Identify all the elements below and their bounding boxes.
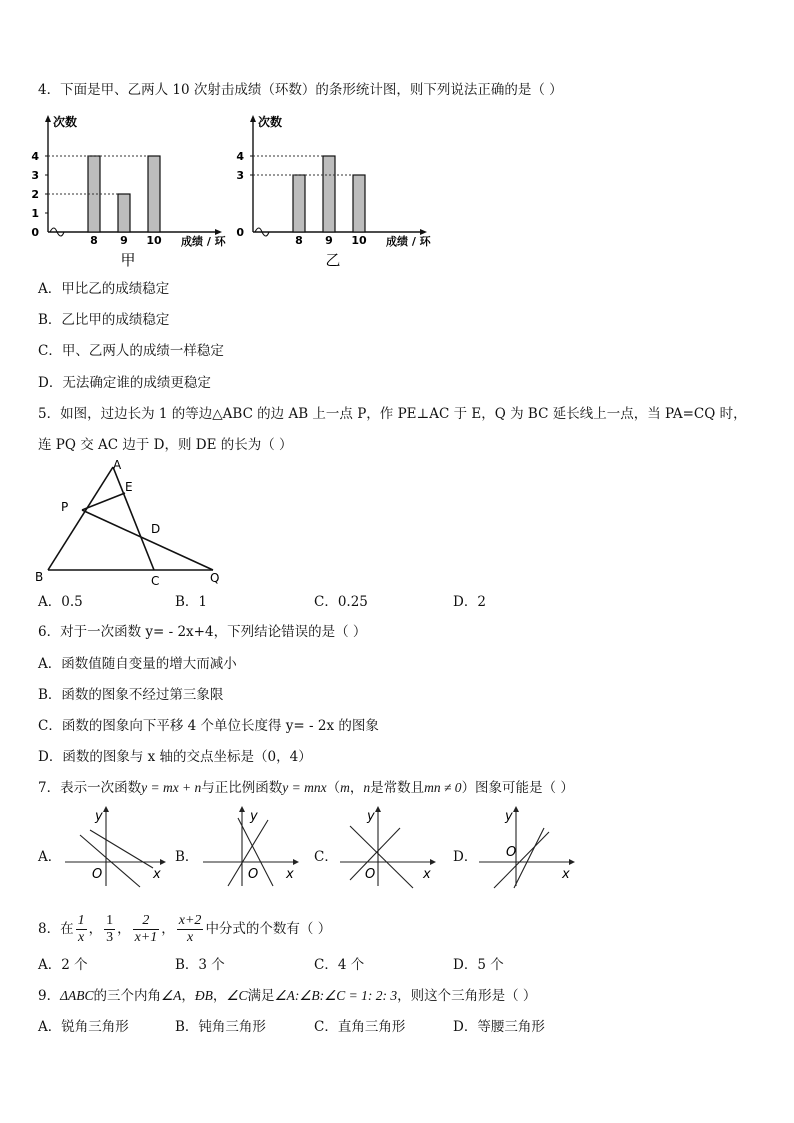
- y-axis-label: 次数: [53, 115, 78, 129]
- q8-option-b: B．3 个: [175, 957, 225, 973]
- q7-graph-a: [60, 808, 170, 888]
- q8-text-post: 中分式的个数有（ ）: [205, 921, 332, 937]
- line-1: [80, 835, 140, 887]
- q7-text-post: ）图象可能是（ ）: [461, 780, 574, 796]
- q4-stem: 4．下面是甲、乙两人 10 次射击成绩（环数）的条形统计图，则下列说法正确的是（ ）: [38, 82, 563, 98]
- y-axis-arrow: [45, 115, 51, 122]
- y-tick-label: 1: [31, 207, 39, 220]
- label-a: A: [113, 458, 122, 472]
- q5-option-d: D．2: [453, 594, 486, 610]
- q4-option-b: B．乙比甲的成绩稳定: [38, 312, 170, 328]
- segment-pq: [82, 510, 213, 570]
- axis-label-x: x: [153, 867, 161, 882]
- q7-text-pre: 7．表示一次函数: [38, 780, 142, 796]
- q7-text-mid: 与正比例函数: [201, 780, 283, 796]
- q9-angle-c: ∠C: [226, 988, 248, 1003]
- q9-option-a: A．锐角三角形: [38, 1019, 129, 1035]
- x-tick-label: 8: [90, 234, 98, 247]
- label-b: B: [35, 570, 44, 584]
- axis-label-x: x: [423, 867, 431, 882]
- origin-label: O: [365, 867, 376, 882]
- label-q: Q: [210, 571, 220, 585]
- y-axis-label: 次数: [258, 115, 283, 129]
- q6-option-c: C．函数的图象向下平移 4 个单位长度得 y= - 2x 的图象: [38, 718, 379, 734]
- y-tick-label: 4: [31, 150, 39, 163]
- q5-stem-line2: 连 PQ 交 AC 边于 D，则 DE 的长为（ ）: [38, 437, 293, 453]
- axis-label-y: y: [250, 809, 258, 824]
- q8-fraction-4: $\frac{x+2}{x}$: [178, 913, 202, 945]
- q5-option-b: B．1: [175, 594, 208, 610]
- q7-graph-b: [198, 808, 308, 888]
- q9-option-c: C．直角三角形: [314, 1019, 406, 1035]
- q7-graph-d: [474, 808, 584, 888]
- q7-option-a-label: A．: [38, 849, 62, 865]
- q4-option-a: A．甲比乙的成绩稳定: [38, 281, 170, 297]
- x-tick-label: 10: [146, 234, 162, 247]
- y-tick-label: 2: [31, 188, 39, 201]
- x-tick-label: 9: [120, 234, 128, 247]
- q7-var-m: m: [340, 780, 350, 795]
- q4-option-c: C．甲、乙两人的成绩一样稳定: [38, 343, 224, 359]
- x-tick-label: 9: [325, 234, 333, 247]
- q7-stem: [38, 778, 574, 798]
- y-tick-label: 4: [236, 150, 244, 163]
- segment-pe: [82, 493, 125, 510]
- q7-formula-linear: y = mx + n: [141, 780, 202, 795]
- q6-stem: 6．对于一次函数 y= - 2x+4，下列结论错误的是（ ）: [38, 624, 367, 640]
- label-c: C: [151, 574, 160, 588]
- q8-stem: 8．在 $\frac{1}{x}$ ， $\frac{1}{3}$ ， $\frac{2}{x+1}$ ， $\frac{x+2}{x}$ 中分式的个数有（ ）: [38, 913, 332, 945]
- line-2: [494, 832, 549, 888]
- segment-ab: [48, 467, 113, 570]
- q9-triangle: ΔABC: [60, 988, 94, 1003]
- q8-fraction-3: $\frac{2}{x+1}$: [134, 913, 158, 945]
- q7-option-c-label: C．: [314, 849, 338, 865]
- y-tick-label: 3: [31, 169, 39, 182]
- q7-text-cond-a: （: [326, 780, 341, 796]
- origin-label: O: [248, 867, 259, 882]
- chart-caption: 甲: [120, 251, 136, 269]
- y-tick-label: 3: [236, 169, 244, 182]
- q6-option-b: B．函数的图象不经过第三象限: [38, 687, 224, 703]
- q7-option-d-label: D．: [453, 849, 478, 865]
- q4-option-d: D．无法确定谁的成绩更稳定: [38, 375, 211, 391]
- q5-option-a: A．0.5: [38, 594, 83, 610]
- q7-condition: mn ≠ 0: [424, 780, 462, 795]
- y-tick-label: 0: [236, 226, 244, 239]
- bar-9: [323, 156, 335, 232]
- q5-triangle-figure: [30, 455, 240, 590]
- q7-text-cond-c: 是常数且: [370, 780, 425, 796]
- line-1: [514, 828, 544, 888]
- x-axis-label: 成绩 / 环: [181, 235, 226, 248]
- axis-label-y: y: [367, 809, 375, 824]
- q5-option-c: C．0.25: [314, 594, 368, 610]
- label-e: E: [125, 480, 133, 494]
- q8-text-pre: 8．在: [38, 921, 74, 937]
- bar-10: [148, 156, 160, 232]
- bar-chart-jia: [30, 112, 230, 272]
- q6-option-a: A．函数值随自变量的增大而减小: [38, 656, 237, 672]
- x-tick-label: 10: [351, 234, 367, 247]
- origin-label: O: [506, 845, 517, 860]
- q7-option-b-label: B．: [175, 849, 199, 865]
- q9-option-d: D．等腰三角形: [453, 1019, 545, 1035]
- x-tick-label: 8: [295, 234, 303, 247]
- axis-label-x: x: [286, 867, 294, 882]
- q7-graph-c: [335, 808, 445, 888]
- q6-option-d: D．函数的图象与 x 轴的交点坐标是（0，4）: [38, 749, 312, 765]
- y-axis-arrow: [250, 115, 256, 122]
- bar-8: [293, 175, 305, 232]
- bar-10: [353, 175, 365, 232]
- q9-angle-b: ÐB: [194, 988, 213, 1003]
- bar-9: [118, 194, 130, 232]
- q8-option-a: A．2 个: [38, 957, 88, 973]
- segment-ac: [113, 467, 154, 570]
- q8-option-c: C．4 个: [314, 957, 365, 973]
- q7-var-n: n: [363, 780, 371, 795]
- y-tick-label: 0: [31, 226, 39, 239]
- q7-formula-proportional: y = mnx: [282, 780, 327, 795]
- q8-option-d: D．5 个: [453, 957, 504, 973]
- x-axis-label: 成绩 / 环: [386, 235, 431, 248]
- q7-text-cond-b: ，: [349, 780, 364, 796]
- q8-fraction-2: $\frac{1}{3}$: [106, 913, 114, 945]
- axis-label-x: x: [562, 867, 570, 882]
- label-p: P: [61, 500, 69, 514]
- axis-label-y: y: [505, 809, 513, 824]
- q8-fraction-1: $\frac{1}{x}$: [77, 913, 85, 945]
- q9-stem: 9．ΔABC的三个内角∠A，ÐB，∠C满足∠A:∠B:∠C = 1: 2: 3，则这个三角形是（ ）: [38, 988, 537, 1004]
- axis-label-y: y: [95, 809, 103, 824]
- q9-angle-a: ∠A: [161, 988, 182, 1003]
- q5-stem-line1: 5．如图，过边长为 1 的等边△ABC 的边 AB 上一点 P，作 PE⊥AC 于 E，Q 为 BC 延长线上一点，当 PA=CQ 时，: [38, 406, 747, 422]
- q9-option-b: B．钝角三角形: [175, 1019, 266, 1035]
- q9-ratio: ∠A:∠B:∠C = 1: 2: 3: [274, 988, 398, 1003]
- chart-caption: 乙: [325, 251, 341, 269]
- label-d: D: [151, 522, 161, 536]
- bar-chart-yi: [235, 112, 435, 272]
- line-1: [350, 826, 413, 888]
- origin-label: O: [92, 867, 103, 882]
